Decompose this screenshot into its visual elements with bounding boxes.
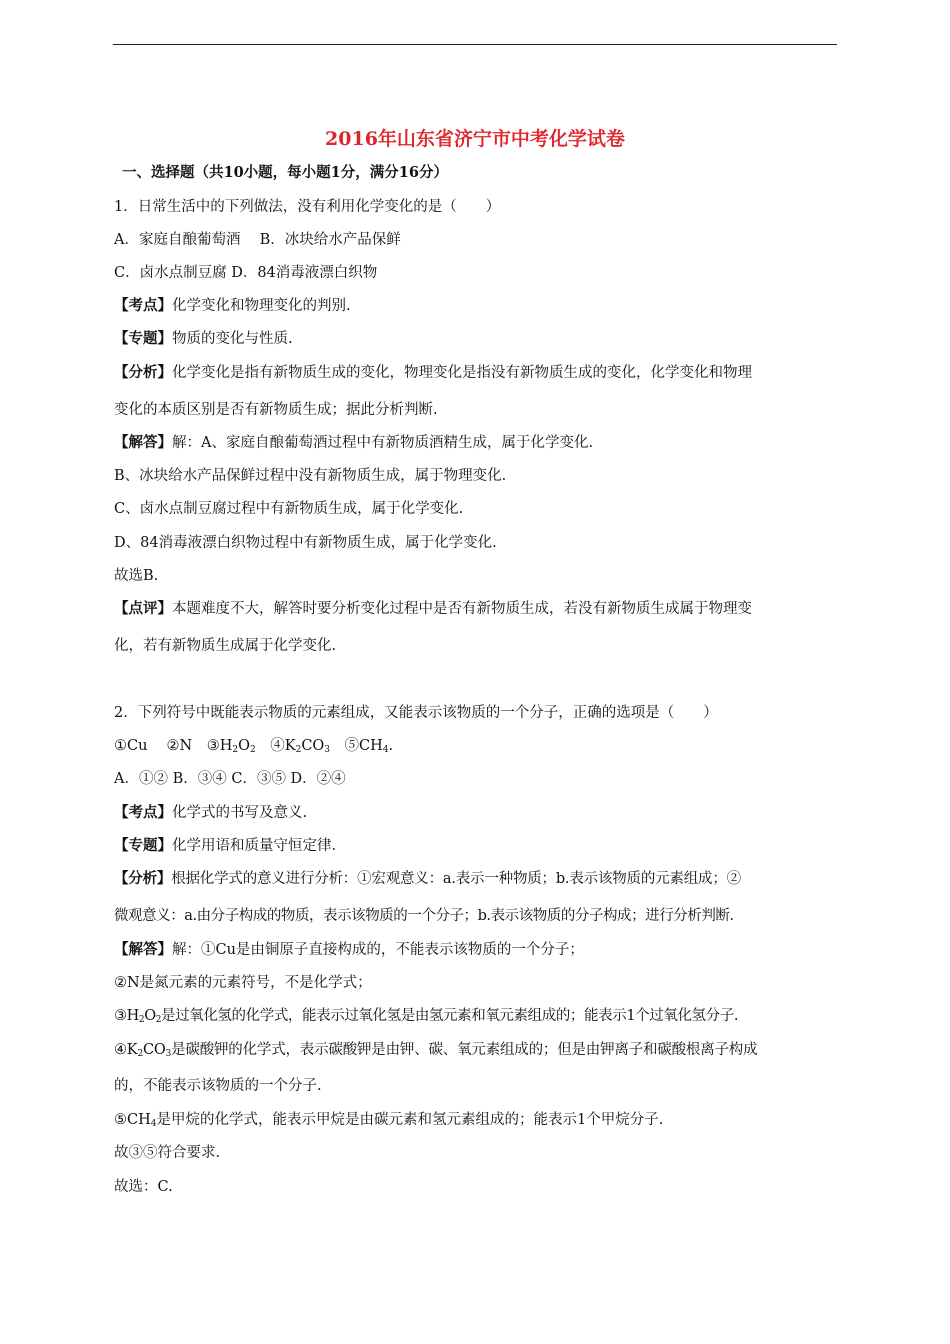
kaodian-tag: 【考点】 <box>114 804 172 821</box>
q1-dianping-text-2: 化，若有新物质生成属于化学变化. <box>114 638 337 654</box>
q2-stem: 2．下列符号中既能表示物质的元素组成，又能表示该物质的一个分子，正确的选项是（ ） <box>114 705 718 721</box>
q1-zhuanti-text: 物质的变化与性质. <box>172 331 293 347</box>
q1-fenxi <box>114 363 752 383</box>
q2-jieda-text-3 <box>114 1006 738 1026</box>
sym-part: . <box>388 738 394 754</box>
page-title: 2016年山东省济宁市中考化学试卷 <box>325 128 625 150</box>
q1-jieda-text-1: 解：A、家庭自酿葡萄酒过程中有新物质酒精生成，属于化学变化. <box>172 435 594 451</box>
q2-zhuanti <box>114 836 336 856</box>
q2-jieda-text-5: 的，不能表示该物质的一个分子. <box>114 1078 322 1094</box>
formula-part: ④K <box>114 1042 138 1058</box>
q2-jieda <box>114 940 584 960</box>
kaodian-tag: 【考点】 <box>114 297 172 314</box>
jieda-tag: 【解答】 <box>114 941 172 958</box>
subscript: 2 <box>295 745 302 755</box>
q2-answer: 故选：C. <box>114 1179 173 1195</box>
q1-kaodian-text: 化学变化和物理变化的判别. <box>172 298 351 314</box>
q2-symbols <box>114 736 393 756</box>
zhuanti-tag: 【专题】 <box>114 837 172 854</box>
q2-fenxi <box>114 869 741 889</box>
q1-stem: 1．日常生活中的下列做法，没有利用化学变化的是（ ） <box>114 199 501 215</box>
sym-part: O <box>238 738 250 754</box>
sym-part: ⑤CH <box>330 738 383 754</box>
q2-options: A．①② B．③④ C．③⑤ D．②④ <box>114 771 346 787</box>
q2-zhuanti-text: 化学用语和质量守恒定律. <box>172 838 337 854</box>
explanation-text: 是碳酸钾的化学式，表示碳酸钾是由钾、碳、氧元素组成的；但是由钾离子和碳酸根离子构成 <box>171 1042 758 1058</box>
sym-part: ①Cu ②N ③H <box>114 738 233 754</box>
subscript: 2 <box>232 745 239 755</box>
q1-jieda-text-2: B、冰块给水产品保鲜过程中没有新物质生成，属于物理变化. <box>114 468 507 484</box>
q2-jieda-text-6 <box>114 1110 663 1130</box>
formula-part: CO <box>142 1042 166 1058</box>
q1-answer: 故选B. <box>114 568 159 584</box>
q2-jieda-text-2: ②N是氮元素的元素符号，不是化学式； <box>114 975 372 991</box>
q2-conclusion: 故③⑤符合要求. <box>114 1145 221 1161</box>
formula-part: ③H <box>114 1008 139 1024</box>
formula-part: ⑤CH <box>114 1112 151 1128</box>
subscript: 3 <box>165 1049 172 1059</box>
q1-dianping <box>114 599 752 619</box>
zhuanti-tag: 【专题】 <box>114 330 172 347</box>
q1-jieda-text-4: D、84消毒液漂白织物过程中有新物质生成，属于化学变化. <box>114 535 497 551</box>
q1-kaodian <box>114 296 351 316</box>
formula-part: O <box>144 1008 156 1024</box>
jieda-tag: 【解答】 <box>114 434 172 451</box>
sym-part: CO <box>301 738 325 754</box>
q1-jieda <box>114 433 593 453</box>
explanation-text: 是过氧化氢的化学式，能表示过氧化氢是由氢元素和氧元素组成的；能表示1个过氧化氢分子. <box>161 1008 739 1024</box>
fenxi-tag: 【分析】 <box>114 364 172 381</box>
q1-options-cd: C．卤水点制豆腐 D．84消毒液漂白织物 <box>114 265 378 281</box>
fenxi-tag: 【分析】 <box>114 870 172 887</box>
q2-fenxi-text-2: 微观意义：a.由分子构成的物质，表示该物质的一个分子；b.表示该物质的分子构成；进行分析判断. <box>114 908 734 924</box>
subscript: 2 <box>138 1015 145 1025</box>
q2-jieda-text-4 <box>114 1040 757 1060</box>
header-rule <box>113 44 837 45</box>
q1-zhuanti <box>114 329 293 349</box>
q1-fenxi-text-2: 变化的本质区别是否有新物质生成；据此分析判断. <box>114 402 438 418</box>
q2-fenxi-text-1: 根据化学式的意义进行分析：①宏观意义：a.表示一种物质；b.表示该物质的元素组成；② <box>171 871 741 887</box>
q1-options-ab: A．家庭自酿葡萄酒 B．冰块给水产品保鲜 <box>114 232 401 248</box>
subscript: 4 <box>150 1119 157 1129</box>
q1-fenxi-text-1: 化学变化是指有新物质生成的变化，物理变化是指没有新物质生成的变化，化学变化和物理 <box>172 365 752 381</box>
explanation-text: 是甲烷的化学式，能表示甲烷是由碳元素和氢元素组成的；能表示1个甲烷分子. <box>156 1112 664 1128</box>
subscript: 2 <box>250 745 256 755</box>
subscript: 3 <box>324 745 331 755</box>
sym-part: ④K <box>255 738 296 754</box>
subscript: 4 <box>382 745 389 755</box>
q1-dianping-text-1: 本题难度不大，解答时要分析变化过程中是否有新物质生成，若没有新物质生成属于物理变 <box>172 601 752 617</box>
q2-kaodian-text: 化学式的书写及意义. <box>172 805 308 821</box>
q1-jieda-text-3: C、卤水点制豆腐过程中有新物质生成，属于化学变化. <box>114 501 464 517</box>
subscript: 2 <box>137 1049 143 1059</box>
q2-jieda-text-1: 解：①Cu是由铜原子直接构成的，不能表示该物质的一个分子； <box>172 942 584 958</box>
section-heading: 一、选择题（共10小题，每小题1分，满分16分） <box>122 164 448 181</box>
dianping-tag: 【点评】 <box>114 600 172 617</box>
q2-kaodian <box>114 803 307 823</box>
subscript: 2 <box>155 1015 162 1025</box>
